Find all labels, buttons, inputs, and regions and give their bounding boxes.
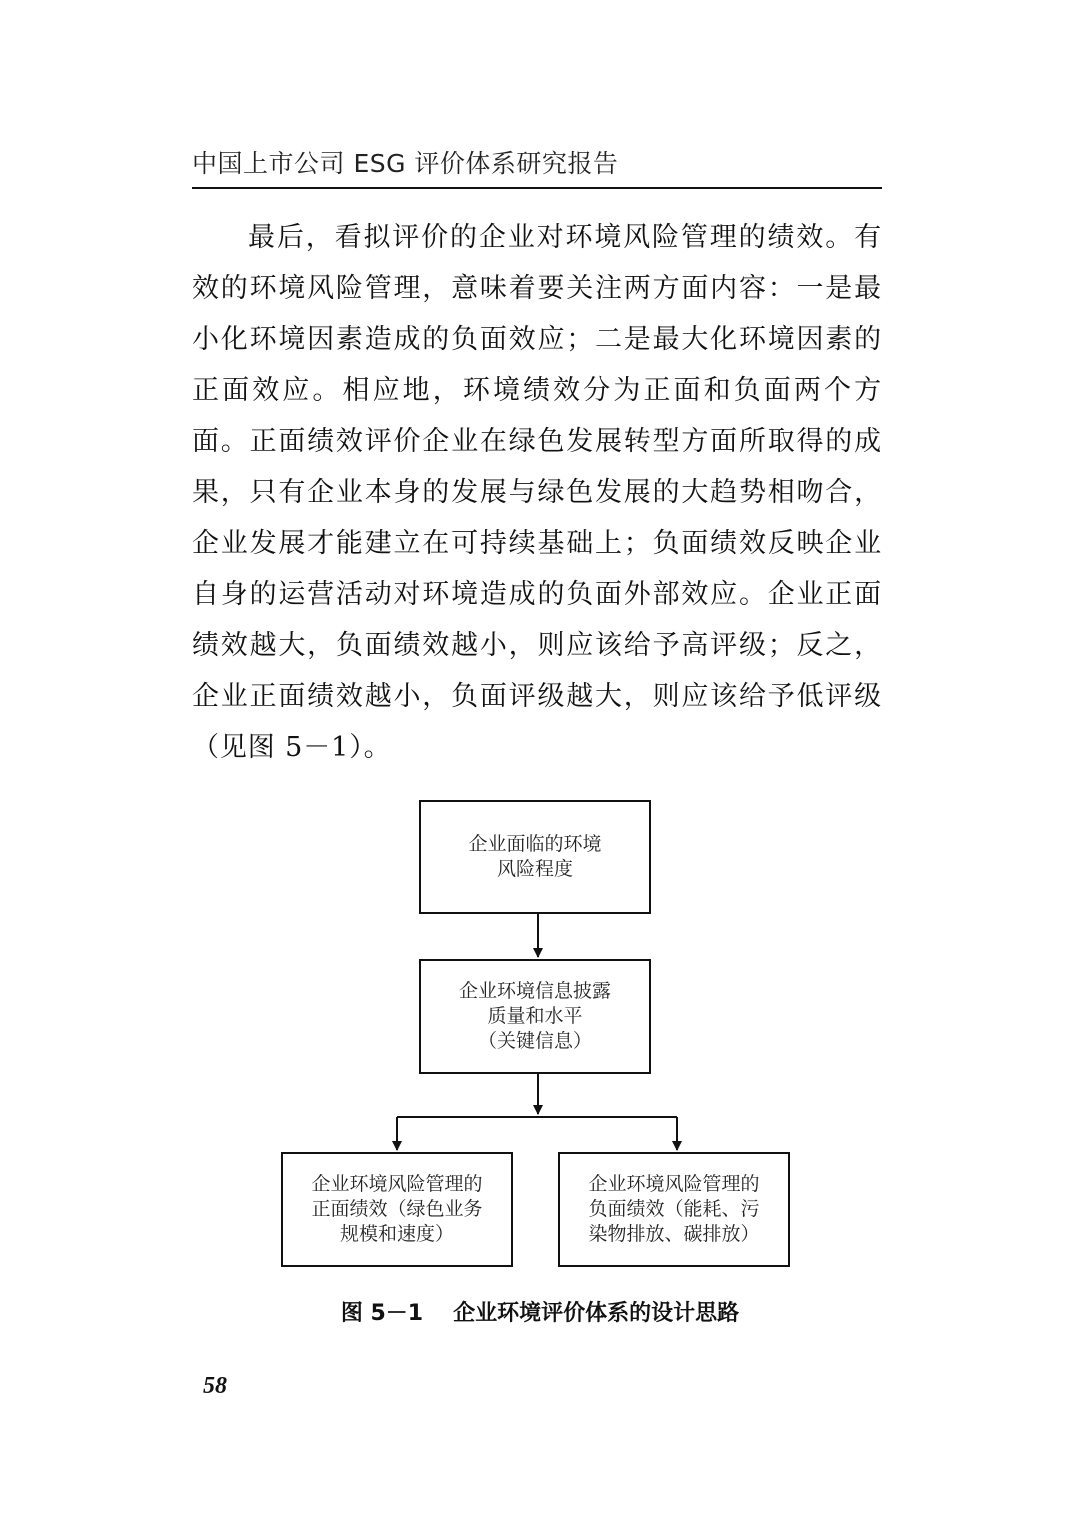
figure-number: 图 5－1	[340, 1301, 424, 1326]
box-line: 企业环境风险管理的	[588, 1173, 760, 1195]
flow-box-positive-performance	[281, 1152, 513, 1267]
box-line: 质量和水平	[487, 1005, 583, 1027]
figure-title: 企业环境评价体系的设计思路	[453, 1301, 740, 1326]
box-line: 染物排放、碳排放）	[588, 1223, 760, 1245]
box-line: 企业环境风险管理的	[311, 1173, 483, 1195]
flow-box-info-disclosure	[419, 959, 651, 1074]
page-number: 58	[203, 1373, 227, 1399]
box-line: 风险程度	[496, 858, 573, 880]
box-line: 负面绩效（能耗、污	[588, 1198, 760, 1220]
box-line: 企业环境信息披露	[458, 980, 611, 1002]
header-rule	[192, 187, 882, 189]
figure-caption	[0, 1296, 1080, 1327]
box-line: 企业面临的环境	[468, 833, 602, 855]
box-line: （关键信息）	[477, 1030, 592, 1052]
flow-box-environment-risk	[419, 800, 651, 914]
box-line: 正面绩效（绿色业务	[311, 1198, 483, 1220]
body-paragraph: 最后，看拟评价的企业对环境风险管理的绩效。有效的环境风险管理，意味着要关注两方面内容：一是最小化环境因素造成的负面效应；二是最大化环境因素的正面效应。相应地，环境绩效分为正面和负面两个方面。正面绩效评价企业在绿色发展转型方面所取得的成果，只有企业本身的发展与绿色发展的大趋势相吻合，企业发展才能建立在可持续基础上；负面绩效反映企业自身的运营活动对环境造成的负面外部效应。企业正面绩效越大，负面绩效越小，则应该给予高评级；反之，企业正面绩效越小，负面评级越大，则应该给予低评级（见图 5－1）。	[192, 222, 882, 763]
box-line: 规模和速度）	[339, 1223, 454, 1245]
running-header: 中国上市公司 ESG 评价体系研究报告	[192, 149, 619, 178]
flow-box-negative-performance	[558, 1152, 790, 1267]
